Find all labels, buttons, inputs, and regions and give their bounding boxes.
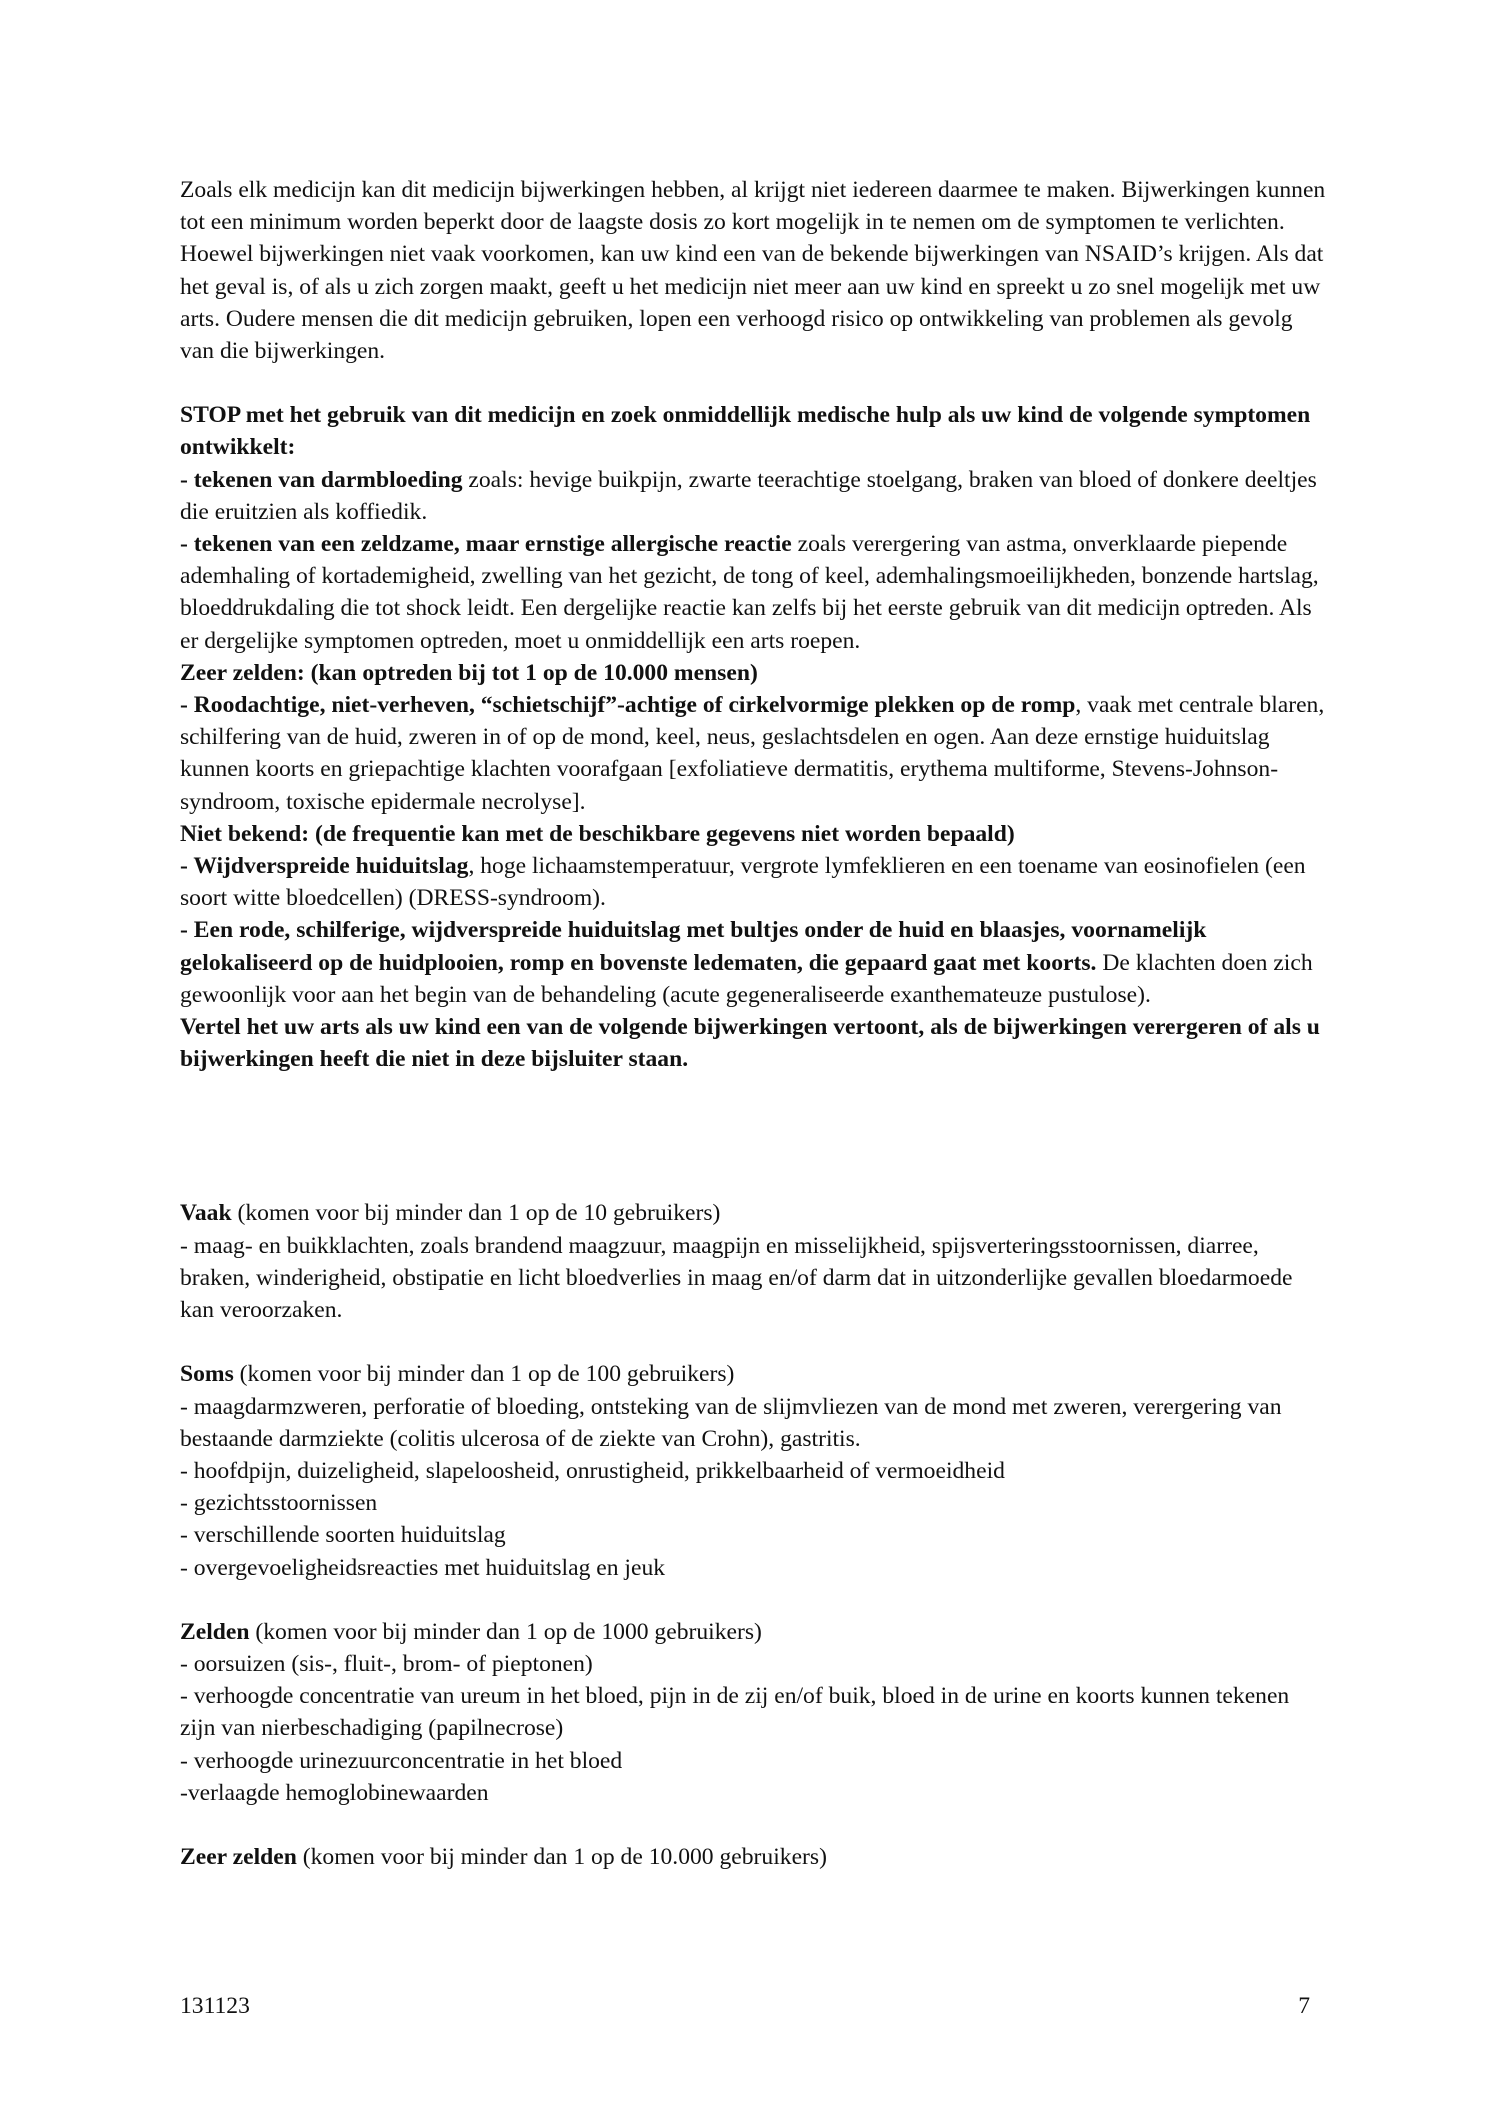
list-item: - hoofdpijn, duizeligheid, slapeloosheid, onrustigheid, prikkelbaarheid of vermoeidheid bbox=[180, 1457, 1005, 1484]
rode-text: De klachten doen zich gewoonlijk voor aan het begin van de behandeling (acute gegeneraliseerde exanthemateuze pustulose). bbox=[180, 949, 1313, 1008]
rood-bold: - Roodachtige, niet-verheven, “schietschijf”-achtige of cirkelvormige plekken op de romp bbox=[180, 692, 1076, 719]
vaak-heading bbox=[180, 1197, 1330, 1229]
rode-item bbox=[180, 914, 1330, 1011]
soms-heading bbox=[180, 1358, 1330, 1390]
niet-bekend-heading bbox=[180, 818, 1330, 850]
list-item: - verhoogde concentratie van ureum in het bloed, pijn in de zij en/of buik, bloed in de urine en koorts kunnen tekenen zijn van nierbeschadiging (papilnecrose) bbox=[180, 1683, 1290, 1742]
zeer-zelden2-heading bbox=[180, 1841, 1330, 1873]
rode-bold: - Een rode, schilferige, wijdverspreide huiduitslag met bultjes onder de huid en blaasjes, voornamelijk gelokaliseerd op de huidplooien, romp en bovenste ledematen, die gepaard gaat met koorts. bbox=[180, 917, 1207, 976]
allergie-text: zoals verergering van astma, onverklaarde piepende ademhaling of kortademigheid, zwelling van het gezicht, de tong of keel, ademhalingsmoeilijkheden, bonzende hartslag, bloeddrukdaling die tot shock leidt. Een dergelijke reactie kan zelfs bij het eerste gebruik van dit medicijn optreden. Als er dergelijke symptomen optreden, moet u onmiddellijk een arts roepen. bbox=[180, 531, 1319, 654]
list-item: - overgevoeligheidsreacties met huiduitslag en jeuk bbox=[180, 1554, 666, 1581]
vertel-text: Vertel het uw arts als uw kind een van de volgende bijwerkingen vertoont, als de bijwerkingen verergeren of als u bijwerkingen heeft die niet in deze bijsluiter staan. bbox=[180, 1014, 1320, 1073]
stop-heading bbox=[180, 399, 1330, 463]
zelden-text: (komen voor bij minder dan 1 op de 1000 gebruikers) bbox=[249, 1618, 762, 1645]
page-number: 7 bbox=[1298, 1993, 1310, 2019]
wijd-text: , hoge lichaamstemperatuur, vergrote lymfeklieren en een toename van eosinofielen (een soort witte bloedcellen) (DRESS-syndroom). bbox=[180, 853, 1306, 912]
list-item: - verhoogde urinezuurconcentratie in het bloed bbox=[180, 1747, 623, 1774]
wijd-item bbox=[180, 850, 1330, 914]
rood-item bbox=[180, 689, 1330, 818]
list-item: - maagdarmzweren, perforatie of bloeding, ontsteking van de slijmvliezen van de mond met zweren, verergering van bestaande darmziekte (colitis ulcerosa of de ziekte van Crohn), gastritis. bbox=[180, 1393, 1282, 1452]
list-item: - oorsuizen (sis-, fluit-, brom- of pieptonen) bbox=[180, 1650, 593, 1677]
zeer-zelden-heading-text: Zeer zelden: (kan optreden bij tot 1 op de 10.000 mensen) bbox=[180, 659, 758, 686]
list-item: - verschillende soorten huiduitslag bbox=[180, 1522, 506, 1549]
vertel-paragraph bbox=[180, 1011, 1330, 1075]
footer-code: 131123 bbox=[180, 1993, 250, 2019]
darm-text: zoals: hevige buikpijn, zwarte teerachtige stoelgang, braken van bloed of donkere deeltjes die eruitzien als koffiedik. bbox=[180, 466, 1317, 525]
vaak-text: (komen voor bij minder dan 1 op de 10 gebruikers) bbox=[231, 1200, 721, 1227]
list-item: -verlaagde hemoglobinewaarden bbox=[180, 1779, 489, 1806]
zeer-zelden2-text: (komen voor bij minder dan 1 op de 10.000 gebruikers) bbox=[296, 1843, 827, 1870]
wijd-bold: - Wijdverspreide huiduitslag bbox=[180, 853, 469, 880]
stop-heading-text: STOP met het gebruik van dit medicijn en zoek onmiddellijk medische hulp als uw kind de volgende symptomen ontwikkelt: bbox=[180, 402, 1311, 461]
rood-text: , vaak met centrale blaren, schilfering van de huid, zweren in of op de mond, keel, neus, geslachtsdelen en ogen. Aan deze ernstige huiduitslag kunnen koorts en griepachtige klachten voorafgaan [exfoliatieve dermatitis, erythema multiforme, Stevens-Johnson-syndroom, toxische epidermale necrolyse]. bbox=[180, 692, 1325, 815]
allergie-bold: - tekenen van een zeldzame, maar ernstige allergische reactie bbox=[180, 531, 792, 558]
zelden-heading bbox=[180, 1616, 1330, 1648]
allergie-item bbox=[180, 528, 1330, 657]
niet-bekend-heading-text: Niet bekend: (de frequentie kan met de beschikbare gegevens niet worden bepaald) bbox=[180, 820, 1015, 847]
list-item: - gezichtsstoornissen bbox=[180, 1490, 378, 1517]
zelden-bold: Zelden bbox=[180, 1618, 250, 1645]
zeer-zelden2-bold: Zeer zelden bbox=[180, 1843, 297, 1870]
list-item: - maag- en buikklachten, zoals brandend maagzuur, maagpijn en misselijkheid, spijsverteringsstoornissen, diarree, braken, winderigheid, obstipatie en licht bloedverlies in maag en/of darm dat in uitzonderlijke gevallen bloedarmoede kan veroorzaken. bbox=[180, 1232, 1293, 1324]
vaak-bold: Vaak bbox=[180, 1200, 232, 1227]
darm-item bbox=[180, 464, 1330, 528]
document-body bbox=[180, 174, 1330, 1873]
intro-paragraph: Zoals elk medicijn kan dit medicijn bijwerkingen hebben, al krijgt niet iedereen daarmee te maken. Bijwerkingen kunnen tot een minimum worden beperkt door de laagste dosis zo kort mogelijk in te nemen om de symptomen te verlichten. Hoewel bijwerkingen niet vaak voorkomen, kan uw kind een van de bekende bijwerkingen van NSAID’s krijgen. Als dat het geval is, of als u zich zorgen maakt, geeft u het medicijn niet meer aan uw kind en spreekt u zo snel mogelijk met uw arts. Oudere mensen die dit medicijn gebruiken, lopen een verhoogd risico op ontwikkeling van problemen als gevolg van die bijwerkingen. bbox=[180, 177, 1326, 365]
zeer-zelden-heading bbox=[180, 657, 1330, 689]
darm-bold: - tekenen van darmbloeding bbox=[180, 466, 463, 493]
soms-bold: Soms bbox=[180, 1361, 234, 1388]
soms-text: (komen voor bij minder dan 1 op de 100 gebruikers) bbox=[233, 1361, 735, 1388]
